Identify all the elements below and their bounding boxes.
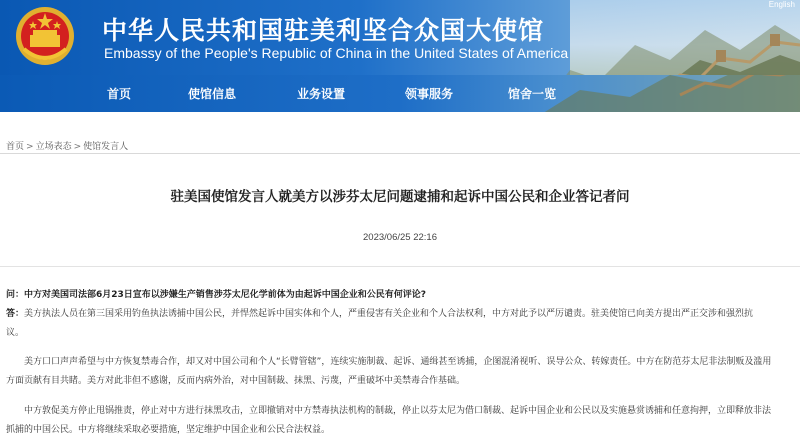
divider xyxy=(0,153,800,154)
answer-line-1 xyxy=(6,305,786,324)
english-link[interactable]: English xyxy=(768,0,795,9)
article-title: 驻美国使馆发言人就美方以涉芬太尼问题逮捕和起诉中国公民和企业答记者问 xyxy=(170,189,630,205)
national-emblem-icon xyxy=(14,5,76,67)
embassy-title-cn: 中华人民共和国驻美利坚合众国大使馆 xyxy=(102,16,545,45)
paragraph-3 xyxy=(6,402,786,440)
breadcrumb-home[interactable]: 首页 xyxy=(6,142,25,152)
great-wall-banner-image xyxy=(540,0,800,75)
breadcrumb-spokesperson[interactable]: 使馆发言人 xyxy=(83,142,129,152)
nav-item-business[interactable]: 业务设置 xyxy=(297,87,346,101)
nav-item-consular[interactable]: 领事服务 xyxy=(405,87,454,101)
main-nav xyxy=(0,75,800,112)
nav-item-embassy-info[interactable]: 使馆信息 xyxy=(188,87,237,101)
breadcrumb-separator: > xyxy=(73,142,82,152)
nav-item-buildings[interactable]: 馆舍一览 xyxy=(508,87,557,101)
nav-banner-image xyxy=(540,75,800,112)
paragraph-3-line-2: 抓捕的中国公民。中方将继续采取必要措施，坚定维护中国企业和公民合法权益。 xyxy=(6,425,331,435)
question-text: 问：中方对美国司法部6月23日宣布以涉嫌生产销售涉芬太尼化学前体为由起诉中国企业和公民有何评论? xyxy=(6,290,427,300)
site-header xyxy=(0,0,800,75)
answer-line-2: 议。 xyxy=(6,328,25,338)
answer-label: 答： xyxy=(6,309,25,319)
paragraph-2 xyxy=(6,353,786,391)
breadcrumb-separator: > xyxy=(26,142,34,152)
paragraph-3-line-1: 中方敦促美方停止甩锅推责，停止对中方进行抹黑攻击，立即撤销对中方禁毒执法机构的制裁，停止以芬太尼为借口制裁、起诉中国企业和公民以及实施悬赏诱捕和任意拘押，立即释放非法 xyxy=(24,406,772,416)
divider xyxy=(0,266,800,267)
paragraph-2-line-1: 美方口口声声希望与中方恢复禁毒合作，却又对中国公司和个人“长臂管辖”，连续实施制裁、起诉、通缉甚至诱捕，企图混淆视听、误导公众、转嫁责任。中方在防范芬太尼非法制贩及滥用 xyxy=(24,357,772,367)
question-paragraph xyxy=(6,286,786,305)
answer-paragraph xyxy=(6,305,786,343)
answer-text-1: 美方执法人员在第三国采用钓鱼执法诱捕中国公民，并悍然起诉中国实体和个人，严重侵害有关企业和个人合法权利，中方对此予以严厉谴责。驻美使馆已向美方提出严正交涉和强烈抗 xyxy=(24,309,754,319)
breadcrumb-stance[interactable]: 立场表态 xyxy=(35,142,72,152)
paragraph-2-line-2: 方面贡献有目共睹。美方对此非但不感谢，反而内病外治，对中国制裁、抹黑、污蔑，严重破坏中美禁毒合作基础。 xyxy=(6,376,466,386)
breadcrumb xyxy=(6,139,128,152)
embassy-title-en: Embassy of the People's Republic of China in the United States of America xyxy=(104,45,569,61)
article-date: 2023/06/25 22:16 xyxy=(363,232,437,243)
nav-item-home[interactable]: 首页 xyxy=(107,87,132,101)
